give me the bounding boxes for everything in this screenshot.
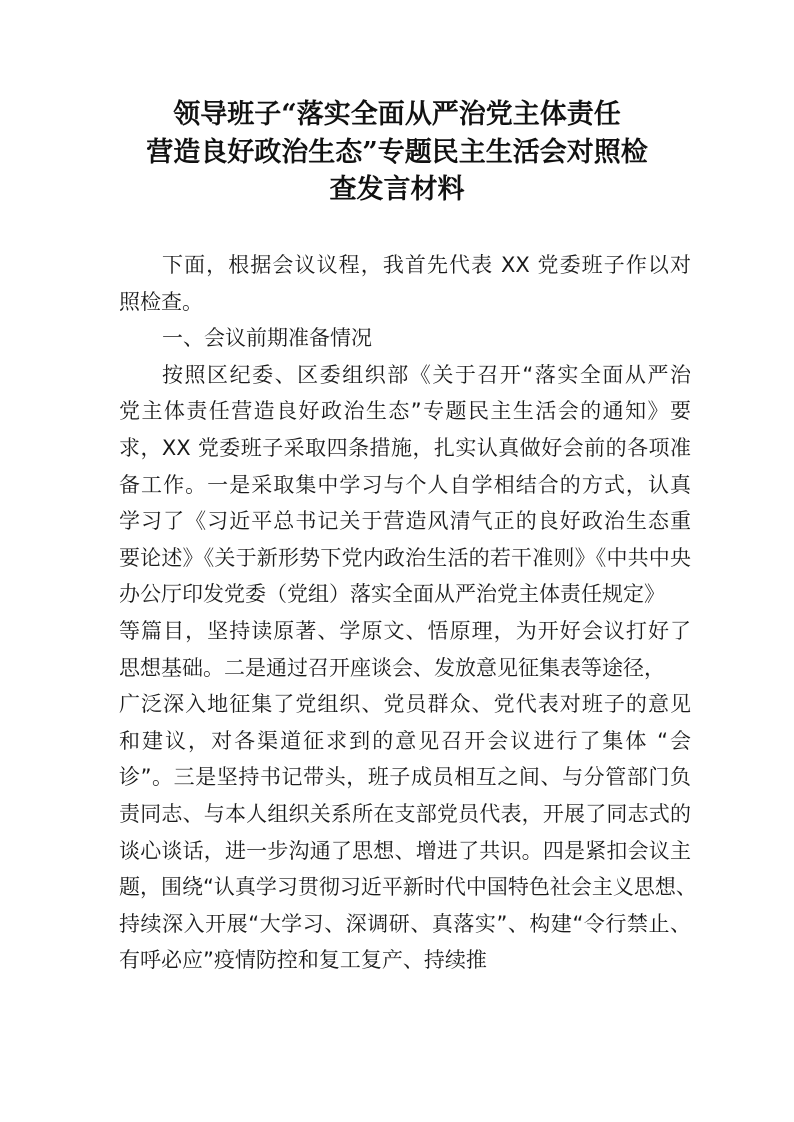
document-title <box>110 96 684 209</box>
document-body <box>119 247 697 979</box>
paragraph-line: 备工作。一是采取集中学习与个人自学相结合的方式，认真 <box>119 472 691 497</box>
paragraph-line: 学习了《习近平总书记关于营造风清气正的良好政治生态重 <box>119 509 691 534</box>
paragraph-intro-line: 下面，根据会议议程，我首先代表 XX 党委班子作以对 <box>162 253 691 277</box>
title-line: 营造良好政治生态”专题民主生活会对照检 <box>146 136 648 168</box>
paragraph-line: 办公厅印发党委（党组）落实全面从严治党主体责任规定》 <box>119 582 665 607</box>
paragraph-line: 党主体责任营造良好政治生态”专题民主生活会的通知》要 <box>119 399 691 424</box>
section-heading: 一、会议前期准备情况 <box>162 326 372 351</box>
paragraph-line: 按照区纪委、区委组织部《关于召开“落实全面从严治 <box>162 362 691 387</box>
paragraph-line: 要论述》《关于新形势下党内政治生活的若干准则》《中共中央 <box>119 545 691 570</box>
paragraph-line: 责同志、与本人组织关系所在支部党员代表，开展了同志式的 <box>119 801 691 826</box>
paragraph-line: 谈心谈话，进一步沟通了思想、增进了共识。四是紧扣会议主 <box>119 838 691 863</box>
paragraph-line: 思想基础。二是通过召开座谈会、发放意见征集表等途径， <box>119 655 665 680</box>
paragraph-intro-line: 照检查。 <box>119 289 203 314</box>
title-line: 领导班子“落实全面从严治党主体责任 <box>173 99 621 130</box>
paragraph-line: 题，围绕“认真学习贯彻习近平新时代中国特色社会主义思想、 <box>119 875 697 900</box>
paragraph-line: 等篇目，坚持读原著、学原文、悟原理，为开好会议打好了 <box>119 618 691 643</box>
paragraph-line: 和建议，对各渠道征求到的意见召开会议进行了集体 “会 <box>119 728 691 753</box>
paragraph-line: 求，XX 党委班子采取四条措施，扎实认真做好会前的各项准 <box>119 435 691 460</box>
paragraph-line: 持续深入开展“大学习、深调研、真落实”、构建“令行禁止、 <box>119 911 691 936</box>
title-line: 查发言材料 <box>329 174 465 205</box>
paragraph-line: 广泛深入地征集了党组织、党员群众、党代表对班子的意见 <box>119 692 691 717</box>
paragraph-line: 有呼必应”疫情防控和复工复产、持续推 <box>119 948 487 973</box>
paragraph-line: 诊”。三是坚持书记带头，班子成员相互之间、与分管部门负 <box>119 765 691 790</box>
